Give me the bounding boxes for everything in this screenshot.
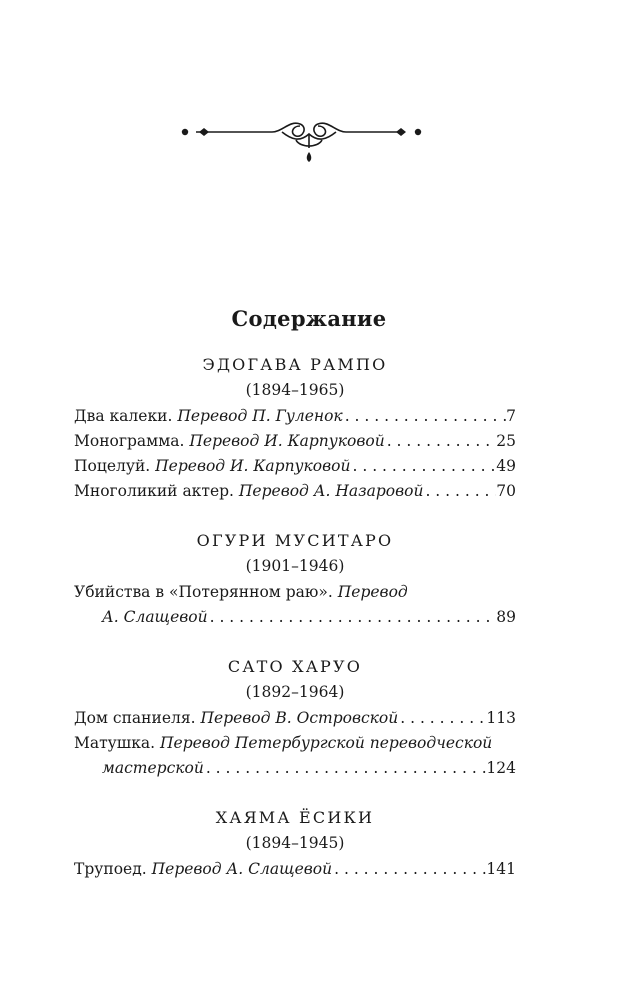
translator: Перевод И. Карпуковой xyxy=(189,432,385,450)
decorative-flourish-icon xyxy=(0,118,618,178)
translator: Перевод Петербургской переводческой xyxy=(160,734,493,752)
story-title: Дом спаниеля. xyxy=(74,709,196,727)
toc-entry[interactable] xyxy=(74,454,516,479)
leader-dots xyxy=(423,479,496,504)
author-years: (1894–1945) xyxy=(245,834,345,852)
leader-dots xyxy=(385,429,497,454)
translator: мастерской xyxy=(102,759,204,777)
leader-dots xyxy=(332,857,486,882)
toc-entry[interactable] xyxy=(74,479,516,504)
author-section xyxy=(74,528,516,630)
story-title: Матушка. xyxy=(74,734,156,752)
page-title: Содержание xyxy=(231,306,387,331)
story-title: Трупоед. xyxy=(74,860,147,878)
translator: Перевод П. Гуленок xyxy=(177,407,343,425)
page-number: 141 xyxy=(486,860,516,878)
author-years: (1892–1964) xyxy=(245,683,345,701)
toc-entry[interactable] xyxy=(74,404,516,429)
author-section xyxy=(74,654,516,781)
translator: Перевод А. Слащевой xyxy=(151,860,333,878)
leader-dots xyxy=(398,706,486,731)
page-number: 7 xyxy=(506,407,516,425)
translator: Перевод xyxy=(337,583,408,601)
leader-dots xyxy=(208,605,497,630)
translator: А. Слащевой xyxy=(102,608,208,626)
author-section xyxy=(74,805,516,882)
author-name: ХАЯМА ЁСИКИ xyxy=(215,808,375,827)
toc-entry-continuation[interactable] xyxy=(74,756,516,781)
author-years: (1894–1965) xyxy=(245,381,345,399)
page-number: 49 xyxy=(496,457,516,475)
translator: Перевод В. Островской xyxy=(200,709,399,727)
table-of-contents xyxy=(74,352,516,882)
story-title: Два калеки. xyxy=(74,407,173,425)
story-title: Поцелуй. xyxy=(74,457,151,475)
leader-dots xyxy=(350,454,496,479)
translator: Перевод И. Карпуковой xyxy=(155,457,351,475)
page-number: 89 xyxy=(496,608,516,626)
author-name: ЭДОГАВА РАМПО xyxy=(202,355,388,374)
author-name: ОГУРИ МУСИТАРО xyxy=(196,531,394,550)
toc-entry[interactable] xyxy=(74,706,516,731)
story-title: Многоликий актер. xyxy=(74,482,234,500)
author-section xyxy=(74,352,516,504)
translator: Перевод А. Назаровой xyxy=(238,482,424,500)
story-title: Монограмма. xyxy=(74,432,185,450)
page-number: 25 xyxy=(496,432,516,450)
toc-entry-continuation[interactable] xyxy=(74,605,516,630)
page-number: 124 xyxy=(486,759,516,777)
toc-entry[interactable] xyxy=(74,580,516,605)
leader-dots xyxy=(343,404,506,429)
page-number: 113 xyxy=(486,709,516,727)
leader-dots xyxy=(204,756,487,781)
page-number: 70 xyxy=(496,482,516,500)
toc-entry[interactable] xyxy=(74,731,516,756)
author-years: (1901–1946) xyxy=(245,557,345,575)
story-title: Убийства в «Потерянном раю». xyxy=(74,583,333,601)
toc-entry[interactable] xyxy=(74,857,516,882)
toc-entry[interactable] xyxy=(74,429,516,454)
author-name: САТО ХАРУО xyxy=(227,657,363,676)
